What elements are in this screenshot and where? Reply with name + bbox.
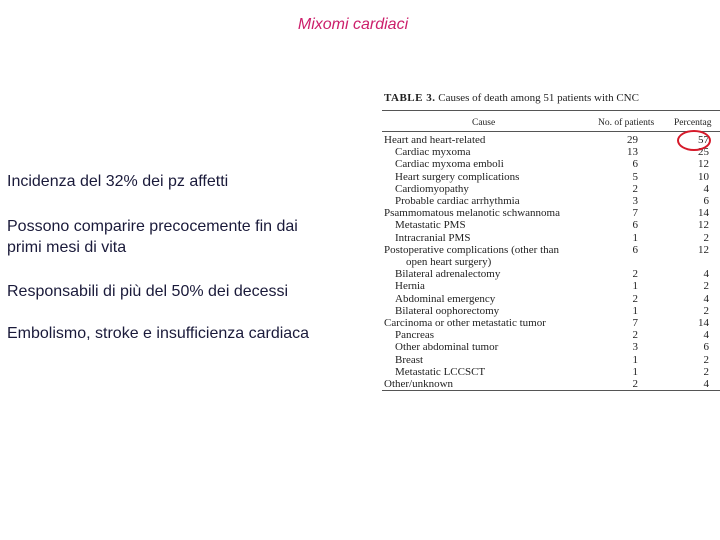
table-row	[382, 232, 720, 244]
table-row	[382, 134, 720, 146]
bullet-incidence: Incidenza del 32% dei pz affetti	[7, 173, 229, 190]
cell-cause: Other/unknown	[384, 378, 454, 390]
col-header-count: No. of patients	[598, 118, 655, 128]
table-caption	[384, 92, 639, 104]
causes-of-death-table	[382, 88, 720, 393]
cell-percentage: 6	[703, 195, 709, 207]
cell-percentage: 57	[698, 134, 709, 146]
cell-cause: Carcinoma or other metastatic tumor	[384, 317, 546, 329]
cell-patient-count: 2	[632, 378, 638, 390]
table-row	[382, 329, 720, 341]
cell-cause: open heart surgery)	[406, 256, 492, 268]
cell-patient-count: 2	[632, 292, 638, 305]
bullet-onset-line2: primi mesi di vita	[7, 239, 127, 256]
table-row	[382, 341, 720, 353]
table-row	[382, 293, 720, 305]
cell-percentage: 10	[698, 170, 709, 183]
cell-patient-count: 29	[627, 134, 638, 146]
table-caption-text: Causes of death among 51 patients with CNC	[438, 92, 639, 104]
cell-percentage: 12	[698, 243, 709, 256]
cell-cause: Pancreas	[395, 329, 435, 342]
cell-cause: Intracranial PMS	[395, 231, 471, 244]
cell-patient-count: 7	[632, 207, 638, 220]
cell-cause: Abdominal emergency	[395, 292, 496, 305]
slide-title: Mixomi cardiaci	[297, 16, 409, 33]
cell-patient-count: 2	[632, 182, 638, 195]
cell-percentage: 4	[703, 329, 709, 342]
table-header-rule	[382, 131, 720, 132]
cell-cause: Cardiac myxoma emboli	[395, 158, 504, 171]
cell-percentage: 4	[703, 182, 709, 195]
bullet-onset-line1: Possono comparire precocemente fin dai	[7, 218, 298, 235]
table-row	[382, 244, 720, 256]
table-row	[382, 280, 720, 292]
cell-cause: Hernia	[395, 280, 425, 293]
cell-patient-count: 5	[632, 170, 638, 183]
cell-patient-count: 1	[632, 231, 638, 244]
cell-cause: Metastatic PMS	[395, 219, 466, 232]
table-row	[382, 158, 720, 170]
cell-percentage: 12	[698, 219, 709, 232]
cell-cause: Cardiomyopathy	[395, 182, 469, 195]
cell-cause: Bilateral oophorectomy	[395, 304, 500, 317]
cell-percentage: 2	[703, 304, 709, 317]
table-row	[382, 219, 720, 231]
cell-cause: Heart surgery complications	[395, 170, 520, 183]
cell-percentage: 2	[703, 365, 709, 378]
table-row	[382, 366, 720, 378]
cell-patient-count: 1	[632, 365, 638, 378]
bullet-mortality: Responsabili di più del 50% dei decessi	[7, 283, 289, 300]
cell-cause: Bilateral adrenalectomy	[395, 268, 501, 281]
table-top-rule	[382, 110, 720, 111]
cell-percentage: 2	[703, 353, 709, 366]
cell-percentage: 4	[703, 292, 709, 305]
cell-patient-count: 1	[632, 304, 638, 317]
cell-cause: Psammomatous melanotic schwannoma	[384, 207, 560, 220]
cell-percentage: 4	[703, 378, 709, 390]
cell-percentage: 2	[703, 280, 709, 293]
table-row	[382, 195, 720, 207]
cell-patient-count: 1	[632, 353, 638, 366]
cell-patient-count: 13	[627, 146, 638, 159]
cell-percentage: 14	[698, 207, 709, 220]
table-row	[382, 183, 720, 195]
table-row	[382, 268, 720, 280]
cell-patient-count: 7	[632, 317, 638, 329]
cell-patient-count: 2	[632, 329, 638, 342]
cell-patient-count: 3	[632, 195, 638, 207]
bullet-complications: Embolismo, stroke e insufficienza cardiaca	[7, 325, 310, 342]
cell-patient-count: 6	[632, 219, 638, 232]
cell-percentage: 4	[703, 268, 709, 281]
cell-percentage: 25	[698, 146, 709, 159]
cell-patient-count: 2	[632, 268, 638, 281]
table-row	[382, 305, 720, 317]
cell-patient-count: 1	[632, 280, 638, 293]
cell-cause: Probable cardiac arrhythmia	[395, 195, 520, 207]
table-row	[382, 378, 720, 390]
table-caption-label: TABLE 3.	[384, 92, 436, 104]
table-row	[382, 171, 720, 183]
table-bottom-rule	[382, 390, 720, 391]
table-row	[382, 354, 720, 366]
cell-cause: Other abdominal tumor	[395, 341, 499, 354]
cell-percentage: 2	[703, 231, 709, 244]
table-row	[382, 207, 720, 219]
table-row	[382, 256, 720, 268]
cell-patient-count: 3	[632, 341, 638, 354]
cell-percentage: 6	[703, 341, 709, 354]
highlight-circle	[677, 130, 711, 151]
table-row	[382, 146, 720, 158]
cell-cause: Metastatic LCCSCT	[395, 365, 486, 378]
col-header-percent: Percentag	[674, 118, 712, 128]
cell-percentage: 14	[698, 317, 709, 329]
table-row	[382, 317, 720, 329]
cell-cause: Cardiac myxoma	[395, 146, 471, 159]
cell-cause: Postoperative complications (other than	[384, 243, 560, 256]
col-header-cause: Cause	[472, 118, 496, 128]
cell-cause: Heart and heart-related	[384, 134, 486, 146]
cell-percentage: 12	[698, 158, 709, 171]
cell-cause: Breast	[395, 353, 424, 366]
cell-patient-count: 6	[632, 158, 638, 171]
cell-patient-count: 6	[632, 243, 638, 256]
